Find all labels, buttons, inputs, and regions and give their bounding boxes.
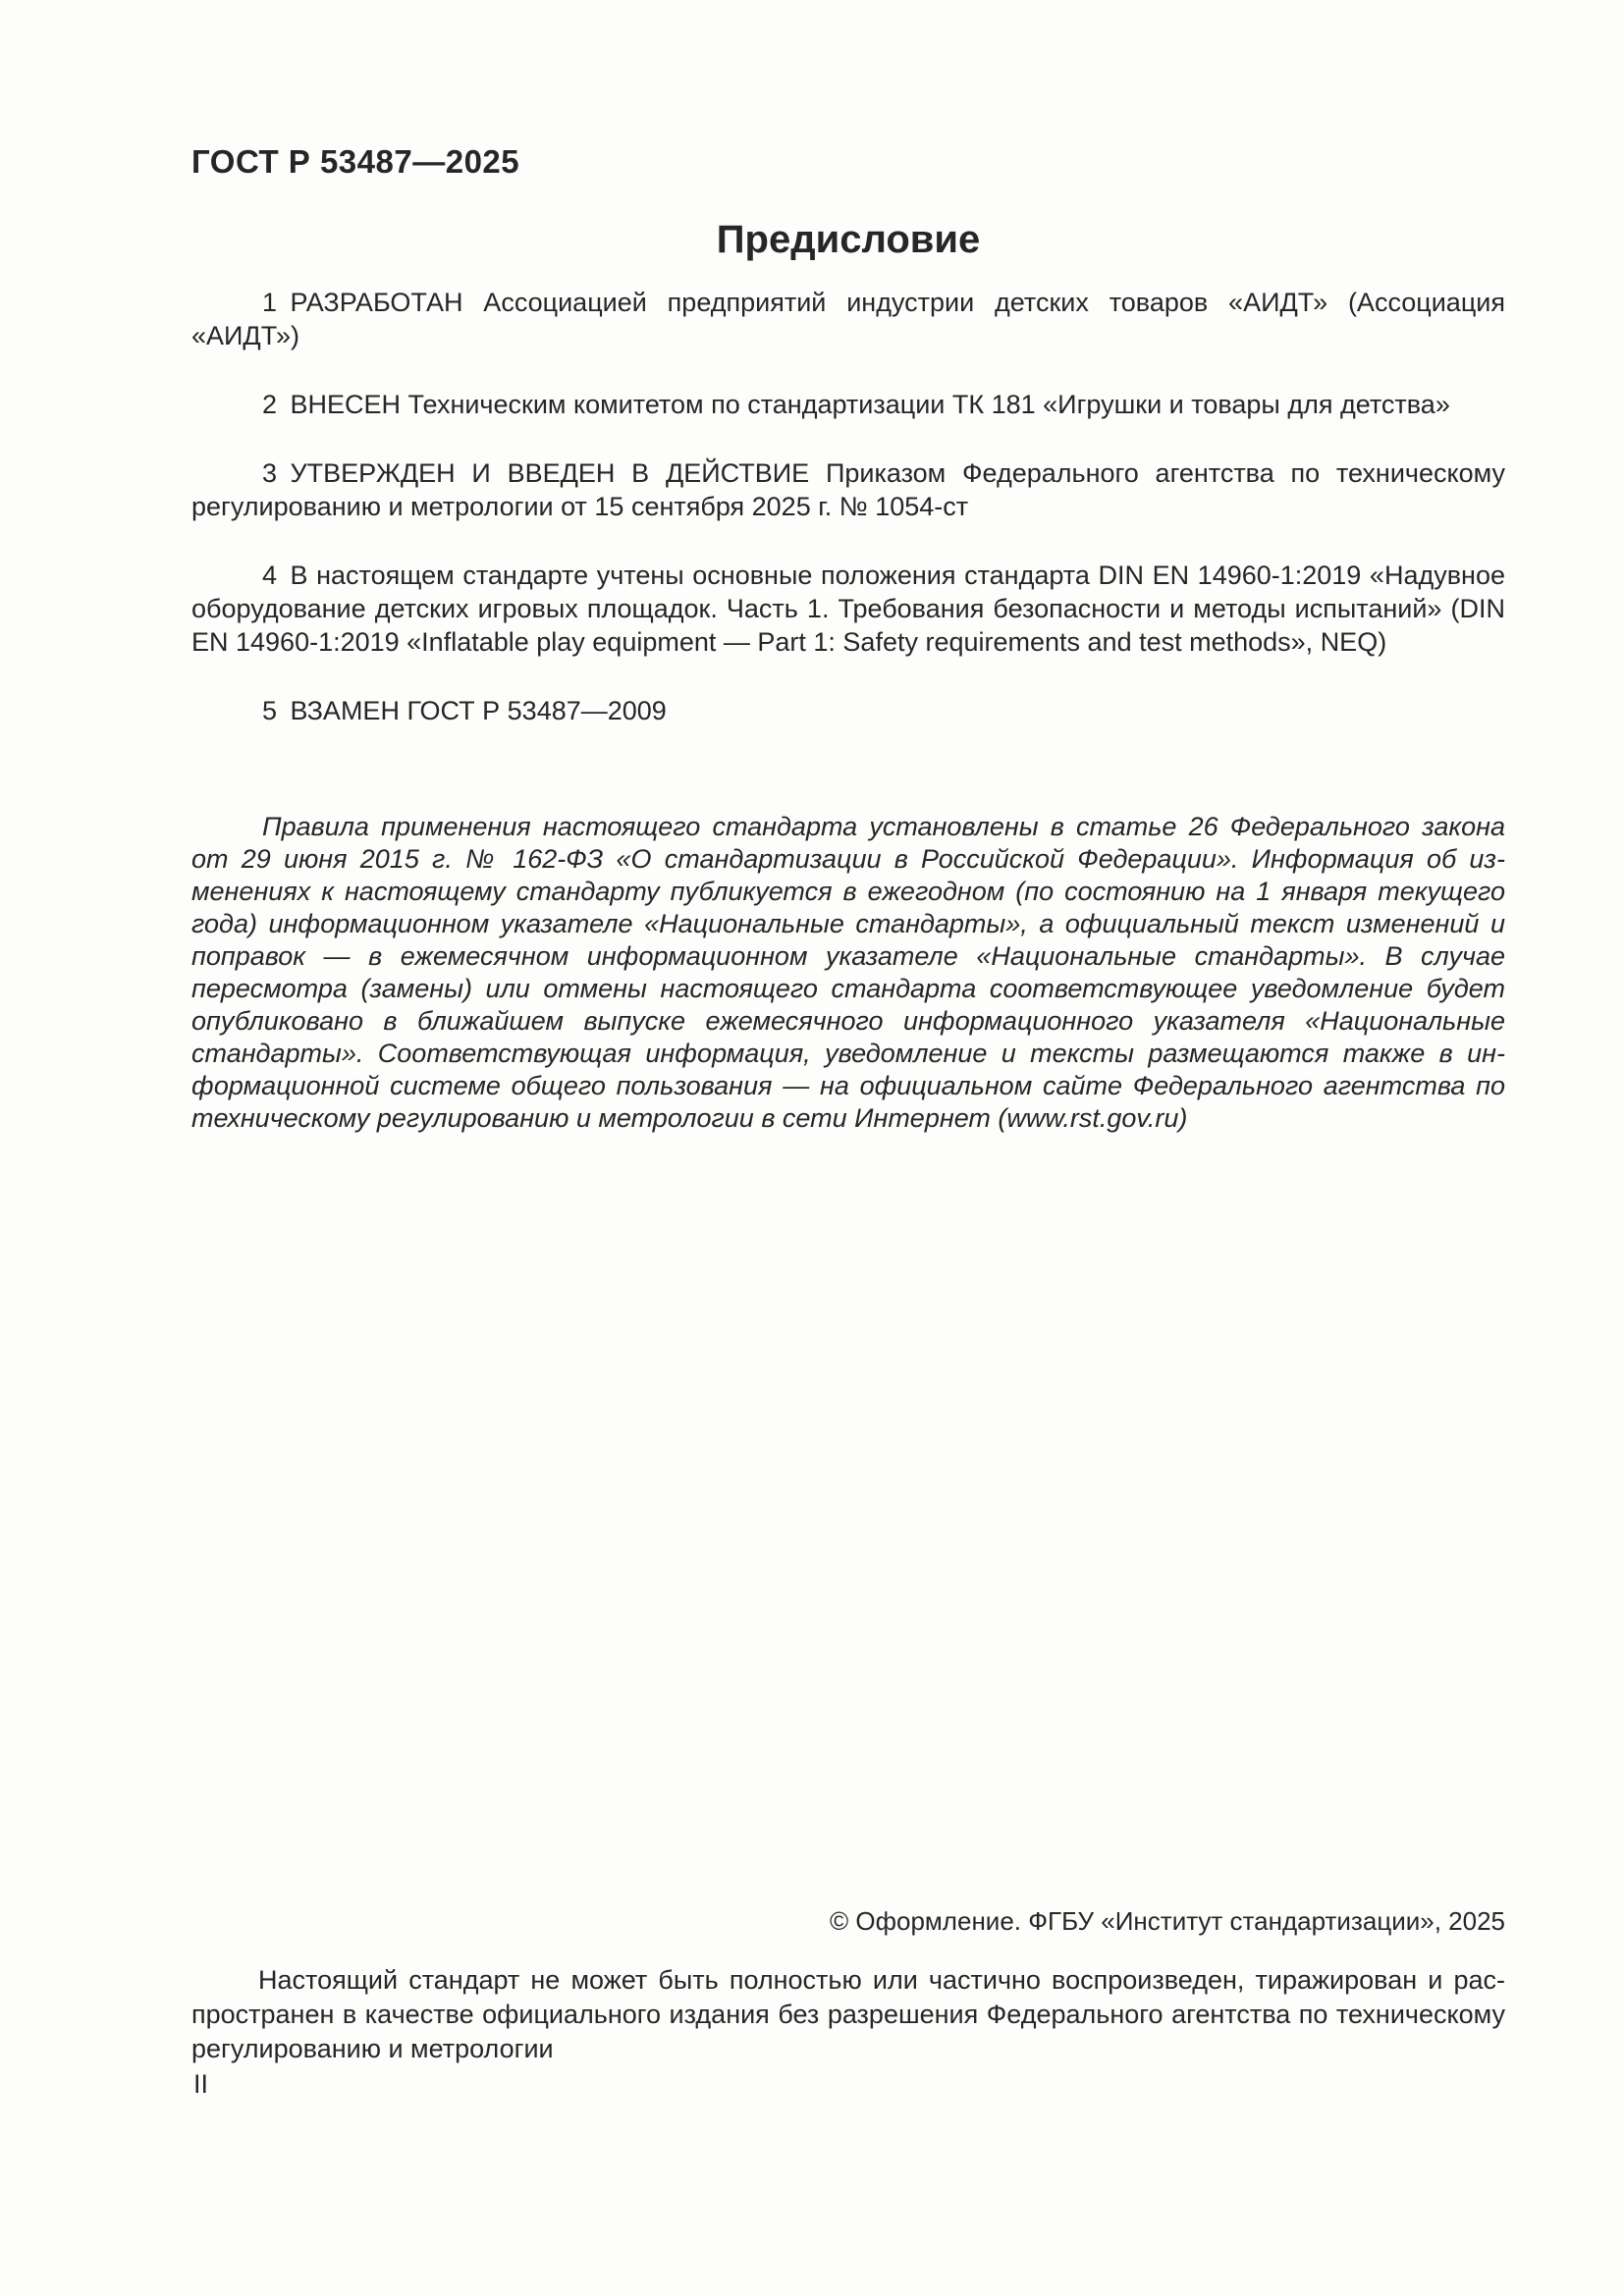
foreword-item-replaces: 5 ВЗАМЕН ГОСТ Р 53487—2009 (262, 696, 667, 725)
distribution-notice: Настоящий стандарт не может быть полностью или частично воспроизведен, тиражирован и распространен в качестве официального издания без разрешения Федерального агентства по техническому регулированию и метрологии (191, 1965, 1505, 2063)
page-number: II (193, 2069, 209, 2099)
foreword-item-developed: 1 РАЗРАБОТАН Ассоциацией предприятий индустрии детских товаров «АИДТ» (Ассоциация «АИДТ») (191, 288, 1505, 350)
foreword-item-approved: 3 УТВЕРЖДЕН И ВВЕДЕН В ДЕЙСТВИЕ Приказом Федерального агентства по техническому регулированию и метрологии от 15 сентября 2025 г. № 1054-ст (191, 458, 1505, 521)
doc-code: ГОСТ Р 53487—2025 (191, 143, 520, 180)
foreword-item-din-reference: 4 В настоящем стандарте учтены основные положения стандарта DIN EN 14960-1:2019 «Надувное оборудование детских игровых площадок. Часть 1. Требования безопасности и методы испытаний» (DIN EN 14960-1:2019 «Inflatable play equipment — Part 1: Safety requirements and test methods», NEQ) (191, 561, 1505, 657)
foreword-item-submitted: 2 ВНЕСЕН Техническим комитетом по стандартизации ТК 181 «Игрушки и товары для детства» (262, 390, 1450, 419)
foreword-section (191, 286, 1505, 763)
copyright-line: © Оформление. ФГБУ «Институт стандартизации», 2025 (830, 1906, 1505, 1936)
section-title: Предисловие (716, 218, 981, 261)
legal-notice-section (191, 811, 1505, 1135)
legal-notice-text: Правила применения настоящего стандарта установлены в статье 26 Федерального закона от 29 июня 2015 г. № 162-ФЗ «О стандартизации в Российской Федерации». Информация об изменениях к настоящему стандарту публикуется в ежегодном (по состоянию на 1 января текущего года) информационном указателе «Национальные стандарты», а официальный текст изменений и поправок — в ежемесячном информационном указателе «Национальные стандарты». В случае пересмотра (замены) или отмены настоящего стандарта соответствующее уведомление будет опубликовано в ближайшем выпуске ежемесячного информационного указателя «Национальные стандарты». Соответствующая информация, уведомление и тексты размещаются также в информационной системе общего пользования — на официальном сайте Федерального агентства по техническому регулированию и метрологии в сети Интернет (www.rst.gov.ru) (191, 812, 1505, 1133)
